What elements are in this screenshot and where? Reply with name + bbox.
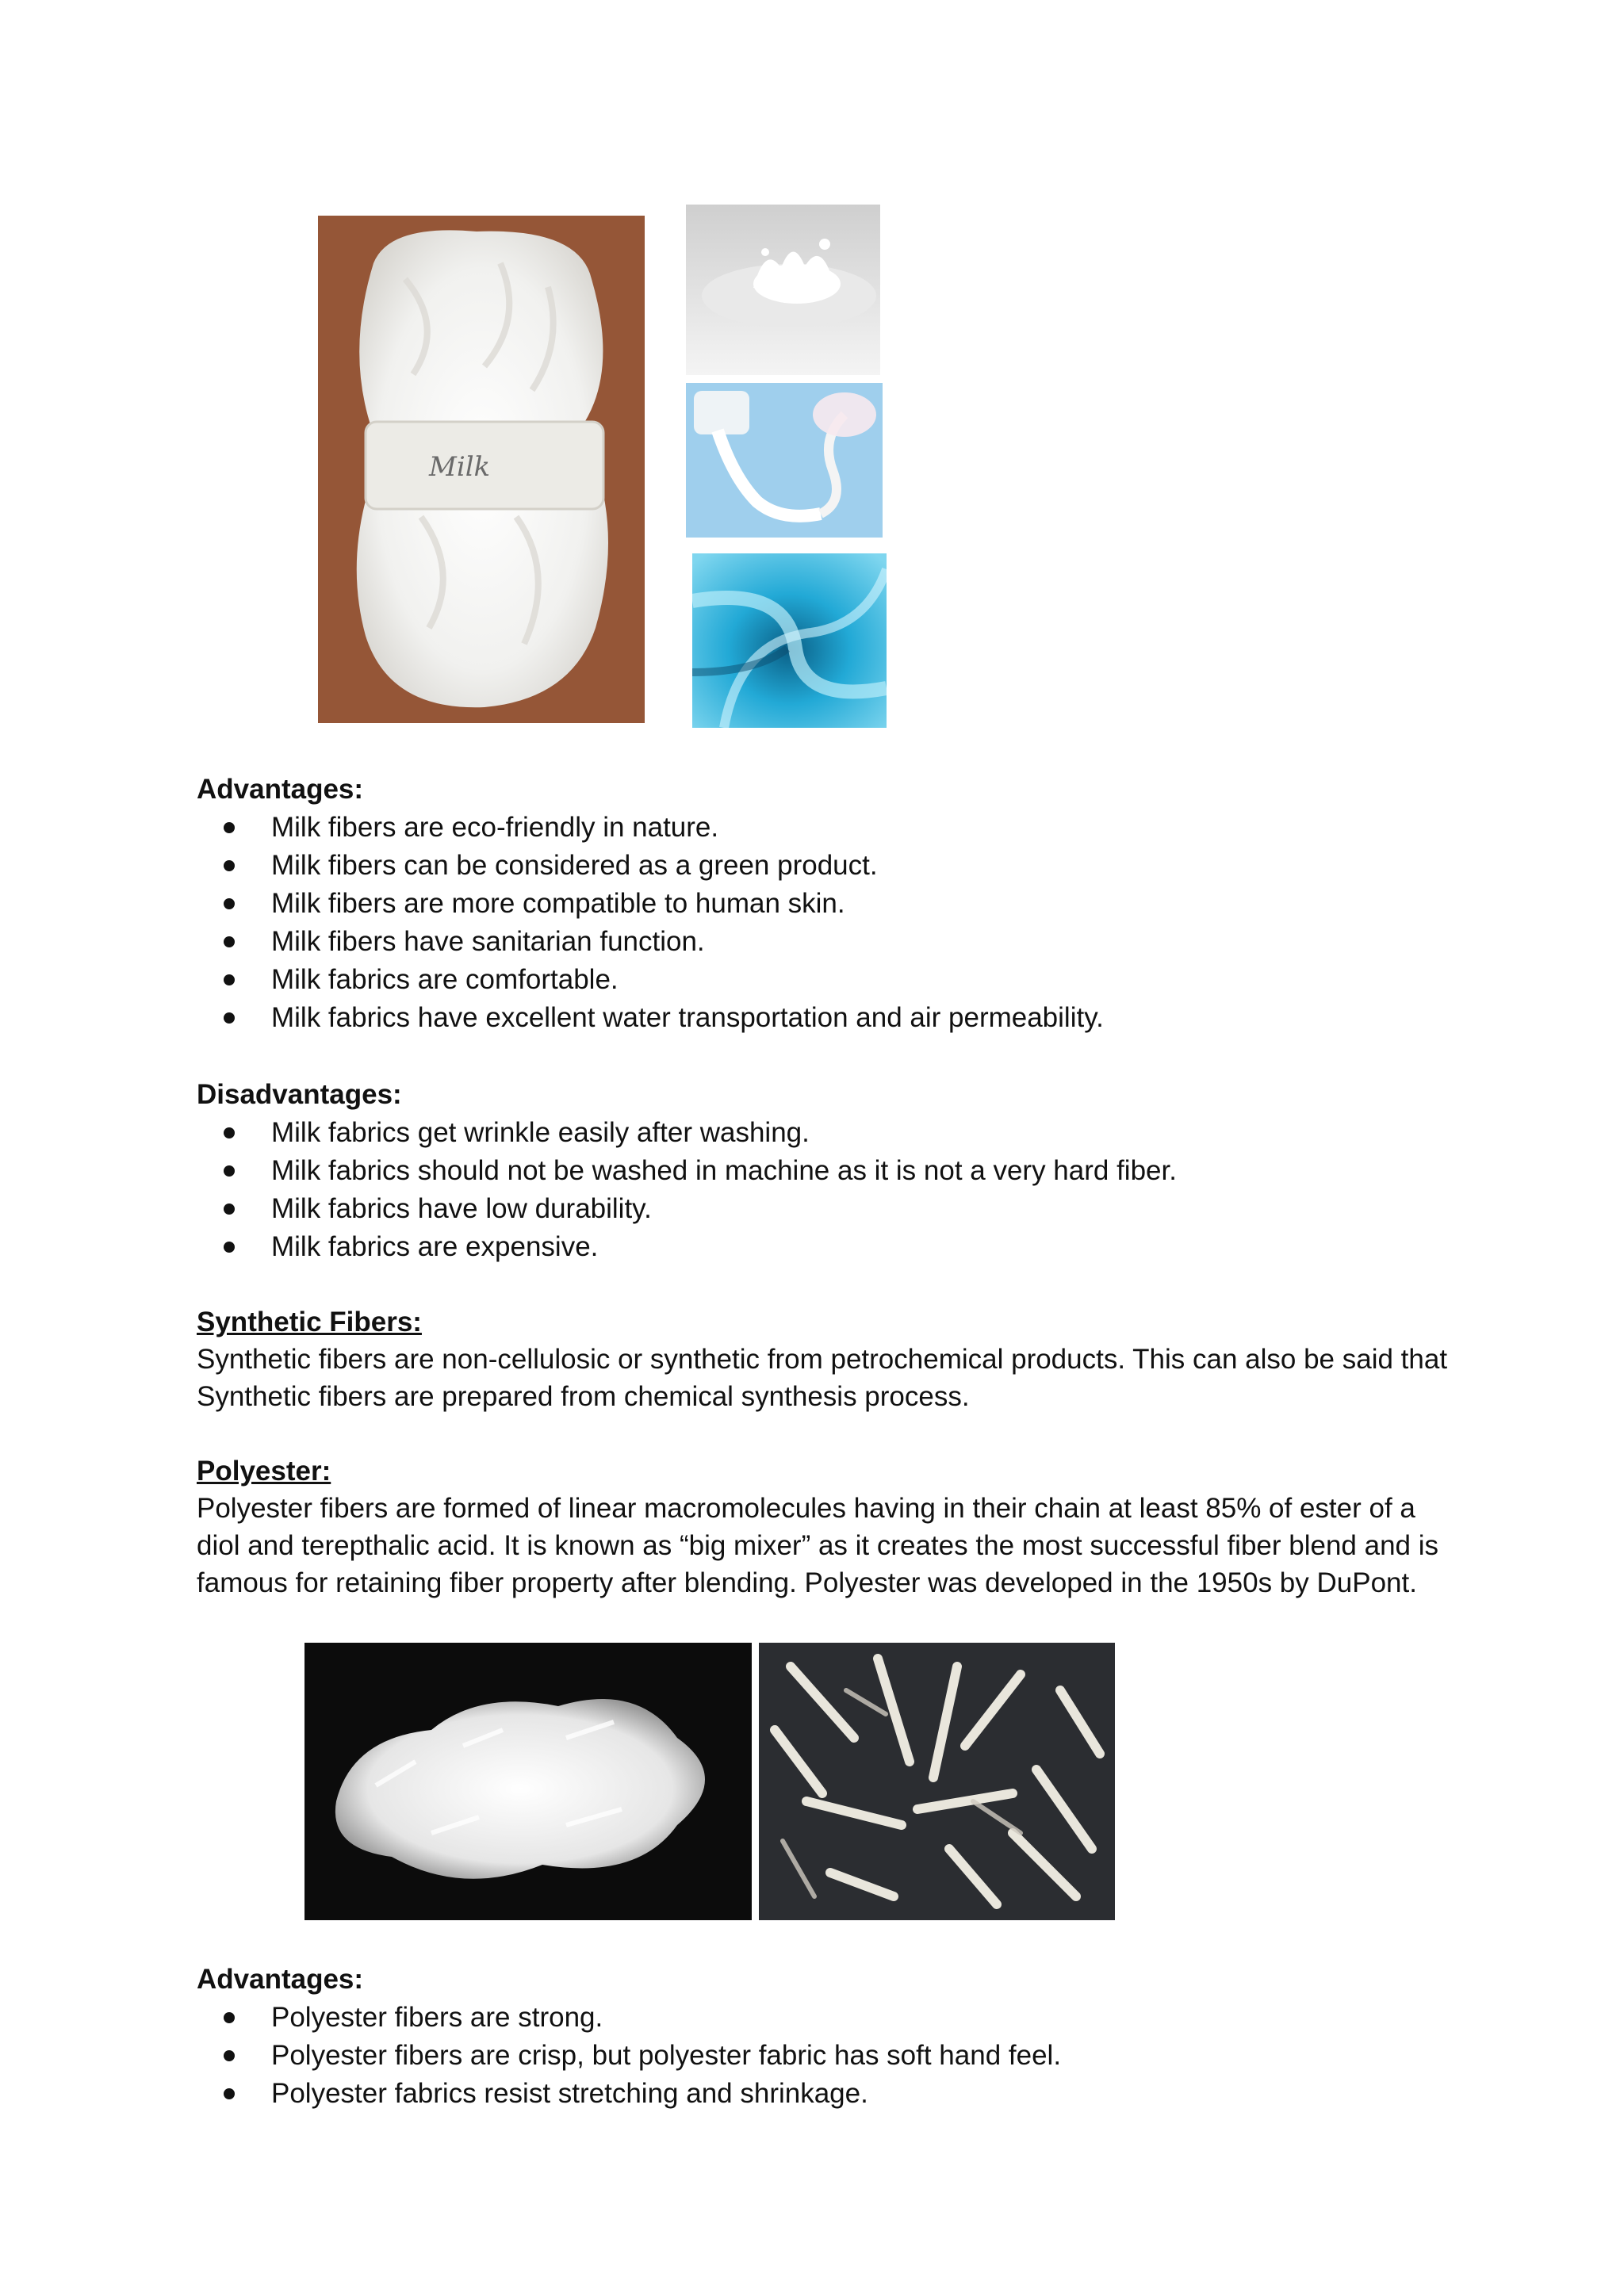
milk-advantages-list xyxy=(197,809,1505,1037)
skein-label: Milk xyxy=(429,451,491,483)
list-item: Polyester fibers are crisp, but polyester fabric has soft hand feel. xyxy=(197,2037,1505,2075)
list-item: Milk fabrics are expensive. xyxy=(197,1228,1505,1266)
blue-fabric-image xyxy=(692,553,887,728)
synthetic-fibers-heading: Synthetic Fibers: xyxy=(197,1307,422,1337)
list-item: Milk fabrics are comfortable. xyxy=(197,961,1505,999)
polyester-advantages-heading: Advantages: xyxy=(197,1964,364,1995)
milk-to-fiber-image xyxy=(686,383,883,538)
milk-disadvantages-heading: Disadvantages: xyxy=(197,1079,402,1110)
polyester-fiber-image-right xyxy=(759,1643,1115,1920)
list-item: Milk fibers can be considered as a green product. xyxy=(197,847,1505,885)
milk-disadvantages-list xyxy=(197,1114,1505,1266)
list-item: Polyester fabrics resist stretching and shrinkage. xyxy=(197,2075,1505,2113)
polyester-fiber-image-left xyxy=(304,1643,752,1920)
list-item: Polyester fibers are strong. xyxy=(197,1999,1505,2037)
list-item: Milk fibers are eco-friendly in nature. xyxy=(197,809,1505,847)
list-item: Milk fabrics get wrinkle easily after washing. xyxy=(197,1114,1505,1152)
list-item: Milk fibers are more compatible to human skin. xyxy=(197,885,1505,923)
list-item: Milk fibers have sanitarian function. xyxy=(197,923,1505,961)
list-item: Milk fabrics have low durability. xyxy=(197,1190,1505,1228)
milk-advantages-heading: Advantages: xyxy=(197,774,364,805)
synthetic-fibers-paragraph: Synthetic fibers are non-cellulosic or synthetic from petrochemical products. This can also be said that Synthetic fibers are prepared from chemical synthesis process. xyxy=(197,1344,1448,1412)
milk-splash-image xyxy=(686,205,880,375)
list-item: Milk fabrics should not be washed in machine as it is not a very hard fiber. xyxy=(197,1152,1505,1190)
milk-fiber-skein-image xyxy=(318,216,645,723)
polyester-paragraph: Polyester fibers are formed of linear macromolecules having in their chain at least 85% of ester of a diol and terepthalic acid. It is known as “big mixer” as it creates the most successful fiber blend and is famous for retaining fiber property after blending. Polyester was developed in the 1950s by DuPont. xyxy=(197,1493,1439,1598)
list-item: Milk fabrics have excellent water transportation and air permeability. xyxy=(197,999,1505,1037)
polyester-advantages-list xyxy=(197,1999,1505,2113)
polyester-heading: Polyester: xyxy=(197,1456,331,1487)
